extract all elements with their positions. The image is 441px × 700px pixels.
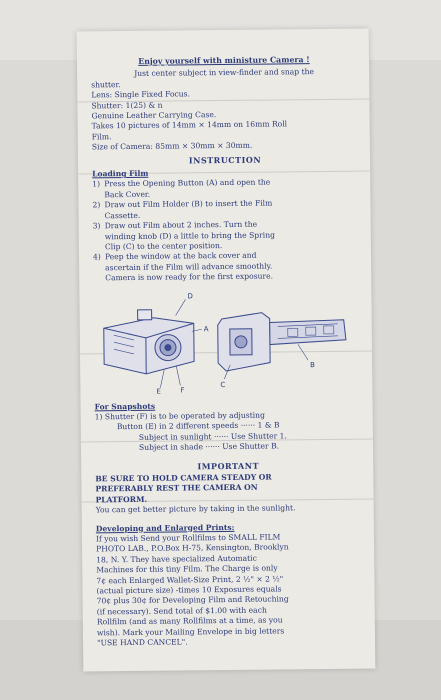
step-text <box>104 198 358 221</box>
step-line: Draw out Film Holder (B) to insert the Film <box>104 198 273 210</box>
developing-line: PHOTO LAB., P.O.Box H-75, Kensington, Brooklyn <box>96 542 289 554</box>
step-line: Camera is now ready for the first exposure. <box>105 271 274 283</box>
instruction-heading: INSTRUCTION <box>188 154 262 166</box>
snapshots-heading: For Snapshots <box>94 401 156 411</box>
developing-line: 18, N. Y. They have specialized Automatic <box>96 553 257 565</box>
step-line: Back Cover. <box>104 189 151 200</box>
intro-line: Film. <box>91 132 112 142</box>
step-number: 4) <box>92 252 101 262</box>
developing-line: 70¢ plus 30¢ for Developing Film and Retouching <box>96 594 289 606</box>
step-text <box>104 177 358 200</box>
step-line: winding knob (D) a little to bring the Spring <box>104 229 275 241</box>
step-number: 1) <box>92 179 101 189</box>
label-b: B <box>310 360 316 369</box>
viewfinder-icon <box>138 309 152 319</box>
sheet-title: Enjoy yourself with ministure Camera ! <box>138 55 310 66</box>
developing-line: Machines for this tiny Film. The Charge is only <box>96 563 278 575</box>
instruction-sheet <box>77 28 376 671</box>
loading-step <box>92 177 358 201</box>
important-note: You can get better picture by taking in the sunlight. <box>95 503 296 515</box>
label-e: E <box>156 387 161 394</box>
step-line: Cassette. <box>104 210 141 220</box>
step-text <box>105 250 359 284</box>
loading-heading: Loading Film <box>92 168 149 179</box>
label-d: D <box>187 291 193 300</box>
intro-line: Just center subject in view-finder and snap the <box>134 67 315 79</box>
snapshot-line: Button (E) in 2 different speeds ······ 1 & B <box>116 420 280 432</box>
step-text <box>105 219 359 253</box>
intro-block <box>91 67 358 153</box>
loading-step <box>93 219 359 253</box>
snapshot-line: Subject in shade ······ Use Shutter B. <box>138 441 280 453</box>
spool-icon <box>235 335 247 347</box>
important-heading: IMPORTANT <box>197 460 260 471</box>
loading-step <box>93 250 359 284</box>
developing-line: (actual picture size) -times 10 Exposures equals <box>96 584 282 596</box>
camera-illustration <box>93 287 360 394</box>
label-a: A <box>203 324 209 333</box>
intro-line: shutter. <box>91 79 121 90</box>
intro-line: Shutter: 1(25) & n <box>91 100 163 111</box>
step-line: ascertain if the Film will advance smoothly. <box>105 261 273 272</box>
label-f: F <box>180 385 185 394</box>
intro-line: Lens: Single Fixed Focus. <box>91 89 191 100</box>
step-line: Peep the window at the back cover and <box>104 250 257 262</box>
developing-line: (if necessary). Send total of $1.00 with each <box>96 605 267 617</box>
important-line: PLATFORM. <box>95 494 148 505</box>
step-number: 3) <box>92 221 101 231</box>
intro-line: Size of Camera: 85mm × 30mm × 30mm. <box>91 140 253 152</box>
film-holder-icon <box>270 319 346 344</box>
loading-step <box>92 198 358 222</box>
step-line: Press the Opening Button (A) and open the <box>104 177 271 189</box>
developing-line: If you wish Send your Rollfilms to SMALL FILM <box>95 532 281 544</box>
important-line: BE SURE TO HOLD CAMERA STEADY OR <box>95 472 272 484</box>
developing-line: 7¢ each Enlarged Wallet-Size Print, 2 ½" × 2 ½" <box>96 574 284 585</box>
snapshot-line: 1) Shutter (F) is to be operated by adjusting <box>94 410 265 422</box>
step-line: Clip (C) to the center position. <box>104 240 223 252</box>
label-c: C <box>220 380 226 389</box>
developing-line: "USE HAND CANCEL". <box>97 637 188 648</box>
snapshot-line: Subject in sunlight ······ Use Shutter 1. <box>138 431 287 442</box>
sheet-content <box>91 55 363 649</box>
lens-center-icon <box>165 344 171 350</box>
developing-line: Rollfilm (and as many Rollfilms at a time, as you <box>96 615 283 627</box>
developing-line: wish). Mark your Mailing Envelope in big letters <box>96 626 285 638</box>
step-line: Draw out Film about 2 inches. Turn the <box>104 219 258 231</box>
camera-diagram <box>93 287 360 394</box>
developing-heading: Developing and Enlarged Prints: <box>95 522 235 533</box>
intro-line: Takes 10 pictures of 14mm × 14mm on 16mm Roll <box>91 119 288 131</box>
step-number: 2) <box>92 200 101 210</box>
intro-line: Genuine Leather Carrying Case. <box>91 110 217 121</box>
important-line: PREFERABLY REST THE CAMERA ON <box>95 483 258 494</box>
